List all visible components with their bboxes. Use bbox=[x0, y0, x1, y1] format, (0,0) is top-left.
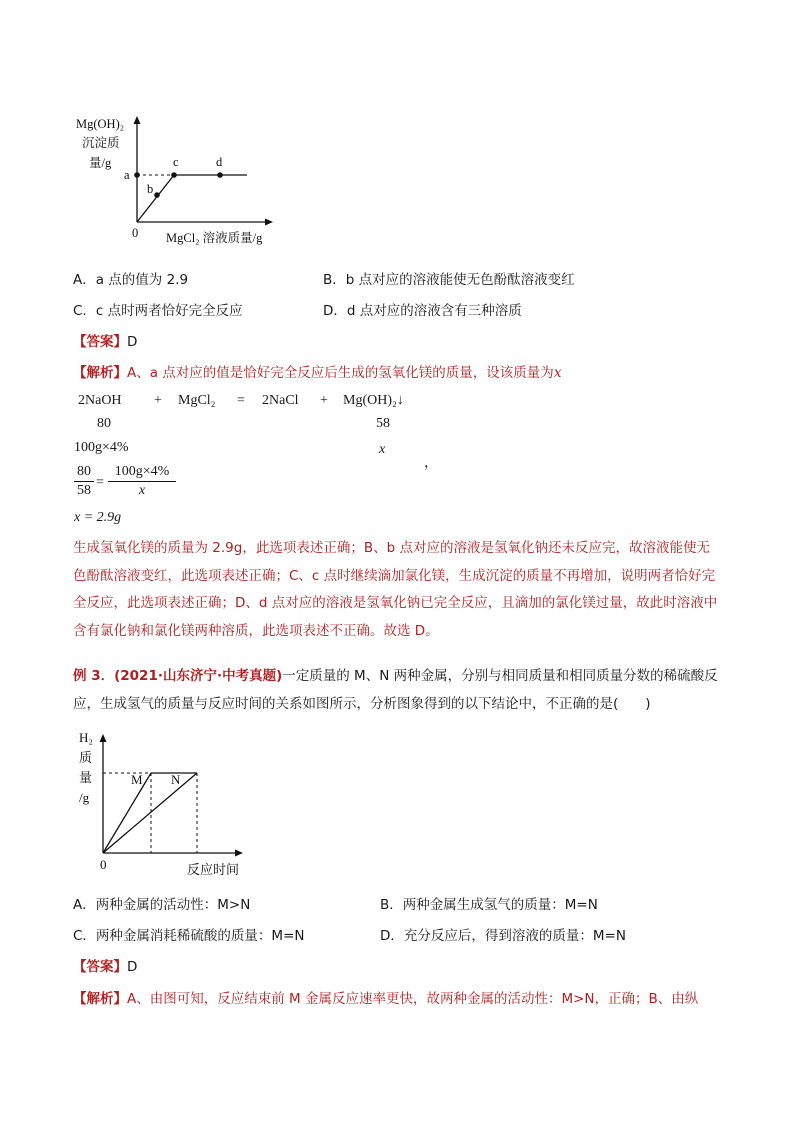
q3-option-b: B．两种金属生成氢气的质量：M=N bbox=[380, 897, 598, 913]
eq-ratio-bar-right bbox=[108, 481, 176, 482]
eq-plus-2: + bbox=[320, 393, 328, 408]
q3-option-a: A．两种金属的活动性：M>N bbox=[73, 897, 251, 913]
example3-source: (2021·山东济宁·中考真题) bbox=[114, 668, 283, 684]
chart1-y-label-1: Mg(OH)₂ bbox=[76, 117, 125, 131]
q3-answer-tag: 【答案】 bbox=[73, 959, 127, 975]
chart1-origin: 0 bbox=[132, 226, 139, 240]
chart1-label-c: c bbox=[173, 155, 179, 169]
chart1-point-c bbox=[171, 172, 177, 178]
eq-ratio-left bbox=[74, 464, 94, 499]
q2-answer-value: D bbox=[127, 334, 138, 350]
q3-explain bbox=[73, 987, 698, 1007]
chart1-y-label-3: 量/g bbox=[89, 156, 112, 170]
chart2-y-label-4: /g bbox=[79, 790, 90, 805]
chart2-label-n: N bbox=[171, 772, 181, 787]
q2-answer bbox=[73, 330, 137, 350]
mgoh2-chart bbox=[70, 112, 290, 247]
chart1-x-label: MgCl₂ 溶液质量/g bbox=[166, 231, 263, 245]
eq-ratio-rnum: 100g×4% bbox=[114, 464, 170, 479]
chart1-y-arrow bbox=[134, 116, 141, 124]
eq-product-2: Mg(OH)₂↓ bbox=[343, 393, 404, 408]
chart2-y-label-3: 量 bbox=[79, 770, 93, 785]
q3-explain-text: A、由图可知，反应结束前 M 金属反应速率更快，故两种金属的活动性：M>N，正确；B、由纵 bbox=[127, 991, 699, 1007]
eq-ratio-rden: x bbox=[138, 483, 146, 498]
q3-explain-tag: 【解析】 bbox=[73, 991, 127, 1007]
chart1-label-a: a bbox=[124, 168, 130, 182]
chart1-point-d bbox=[217, 172, 223, 178]
eq-comma: ， bbox=[424, 456, 438, 471]
eq-ratio-bar-left bbox=[74, 481, 94, 482]
q3-option-d: D．充分反应后，得到溶液的质量：M=N bbox=[380, 928, 626, 944]
eq-given: 100g×4% bbox=[74, 440, 129, 455]
q2-option-c: C．c 点时两者恰好完全反应 bbox=[73, 303, 243, 319]
example3-question bbox=[73, 662, 733, 718]
eq-mass-naoh: 80 bbox=[97, 416, 111, 431]
chart2-y-arrow bbox=[100, 734, 107, 742]
q2-answer-tag: 【答案】 bbox=[73, 334, 127, 350]
chart2-y-label-1: H₂ bbox=[79, 730, 93, 745]
eq-mass-mgoh2: 58 bbox=[376, 416, 390, 431]
eq-plus-1: + bbox=[154, 393, 162, 408]
chart2-y-label-2: 质 bbox=[79, 750, 93, 765]
eq-product-1: 2NaCl bbox=[262, 393, 299, 408]
chart2-label-m: M bbox=[131, 772, 143, 787]
q2-option-d: D．d 点对应的溶液含有三种溶质 bbox=[323, 303, 522, 319]
q3-answer-value: D bbox=[127, 959, 138, 975]
eq-unknown: x bbox=[379, 442, 386, 457]
chart1-x-arrow bbox=[265, 219, 273, 226]
chart2-line-n bbox=[103, 773, 197, 853]
eq-ratio-right bbox=[108, 464, 176, 499]
example3-text-2: 应，生成氢气的质量与反应时间的关系如图所示，分析图象得到的以下结论中，不正确的是( ) bbox=[73, 696, 651, 712]
q2-explain-body: 生成氢氧化镁的质量为 2.9g，此选项表述正确；B、b 点对应的溶液是氢氧化钠还未反应完，故溶液能使无色酚酞溶液变红，此选项表述正确；C、c 点时继续滴加氯化镁，生成沉淀的质量不再增加，说明两者恰好完全反应，此选项表述正确；D、d 点对应的溶液是氢氧化钠已完全反应，且滴加的氯化镁过量，故此时溶液中含有氯化钠和氯化镁两种溶质，此选项表述不正确。故选 D。 bbox=[73, 540, 718, 639]
chart1-y-label-2: 沉淀质 bbox=[82, 136, 120, 150]
chart1-point-a bbox=[134, 172, 140, 178]
q2-explain-intro bbox=[73, 361, 561, 381]
chart2-x-label: 反应时间 bbox=[187, 862, 240, 877]
eq-ratio-num: 80 bbox=[77, 464, 91, 479]
q2-explain-intro-text: A、a 点对应的值是恰好完全反应后生成的氢氧化镁的质量，设该质量为 bbox=[127, 365, 554, 381]
q2-option-b: B．b 点对应的溶液能使无色酚酞溶液变红 bbox=[323, 272, 575, 288]
chart2-origin: 0 bbox=[100, 857, 107, 872]
chart2-x-arrow bbox=[235, 850, 243, 857]
chart1-label-b: b bbox=[147, 182, 154, 196]
chart1-label-d: d bbox=[216, 155, 223, 169]
chart1-curve bbox=[137, 175, 247, 222]
eq-result: x = 2.9g bbox=[74, 510, 122, 525]
q2-explain-tag: 【解析】 bbox=[73, 365, 127, 381]
eq-ratio-den: 58 bbox=[77, 483, 91, 498]
chart2-line-m bbox=[103, 773, 151, 853]
eq-equals: = bbox=[237, 393, 245, 408]
q2-explain-var: x bbox=[553, 365, 562, 381]
q3-answer bbox=[73, 955, 137, 975]
chart1-point-b bbox=[154, 192, 160, 198]
eq-ratio-equals: = bbox=[96, 475, 104, 490]
example3-text-1: 一定质量的 M、N 两种金属，分别与相同质量和相同质量分数的稀硫酸反 bbox=[282, 668, 718, 684]
q2-option-a: A．a 点的值为 2.9 bbox=[73, 272, 189, 288]
eq-reactant-2: MgCl₂ bbox=[178, 393, 216, 408]
h2-chart bbox=[70, 726, 270, 881]
q3-option-c: C．两种金属消耗稀硫酸的质量：M=N bbox=[73, 928, 305, 944]
example3-label: 例 3． bbox=[73, 668, 115, 684]
eq-reactant-1: 2NaOH bbox=[78, 393, 122, 408]
